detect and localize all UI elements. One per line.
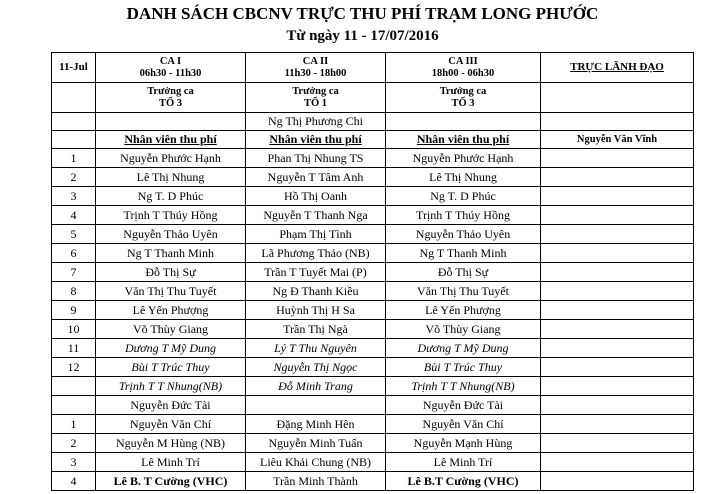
staff-name-shift-2: Đặng Minh Hên [246,415,386,434]
shift-2-header: CA II 11h30 - 18h00 [246,53,386,83]
staff-name-shift-1: Nguyễn Thảo Uyên [96,225,246,244]
table-row [52,472,694,491]
staff-name-shift-2: Đỗ Minh Trang [246,377,386,396]
shift-3-header: CA III 18h00 - 06h30 [386,53,541,83]
staff-name-shift-3: Ng T. D Phúc [386,187,541,206]
table-row [52,320,694,339]
table-row [52,453,694,472]
shift-2-team: Trưởng ca TỔ 1 [246,83,386,113]
staff-name-shift-3: Đỗ Thị Sự [386,263,541,282]
staff-name-shift-3: Lê Yến Phượng [386,301,541,320]
leader-header: TRỰC LÃNH ĐẠO [541,53,694,83]
section-label-2: Nhân viên thu phí [246,131,386,149]
staff-name-shift-1: Đỗ Thị Sự [96,263,246,282]
staff-name-shift-1: Lê Minh Trí [96,453,246,472]
row-number: 4 [52,206,96,225]
staff-name-shift-1: Nguyễn M Hùng (NB) [96,434,246,453]
staff-name-shift-3: Ng T Thanh Minh [386,244,541,263]
row-number: 3 [52,187,96,206]
shift-1-header: CA I 06h30 - 11h30 [96,53,246,83]
page-title: DANH SÁCH CBCNV TRỰC THU PHÍ TRẠM LONG PHƯỚC [126,4,599,23]
staff-name-shift-1: Lê Yến Phượng [96,301,246,320]
table-row [52,339,694,358]
row-number [52,396,96,415]
section-label-3: Nhân viên thu phí [386,131,541,149]
staff-name-shift-1: Nguyễn Văn Chí [96,415,246,434]
date-cell: 11-Jul [52,53,96,83]
table-row [52,168,694,187]
staff-name-shift-2: Trần Minh Thành [246,472,386,491]
staff-name-shift-1: Văn Thị Thu Tuyết [96,282,246,301]
staff-name-shift-3: Nguyễn Thảo Uyên [386,225,541,244]
row-number: 1 [52,149,96,168]
table-row [52,206,694,225]
row-number: 2 [52,434,96,453]
staff-name-shift-2: Ng Đ Thanh Kiều [246,282,386,301]
staff-name-shift-2: Nguyễn Thị Ngọc [246,358,386,377]
table-row [52,434,694,453]
table-row [52,301,694,320]
staff-name-shift-2: Liêu Khải Chung (NB) [246,453,386,472]
staff-name-shift-2: Phạm Thị Tình [246,225,386,244]
section-label-1: Nhân viên thu phí [96,131,246,149]
row-number: 10 [52,320,96,339]
staff-name-shift-3: Nguyễn Văn Chí [386,415,541,434]
staff-name-shift-1: Ng T. D Phúc [96,187,246,206]
staff-name-shift-1: Dương T Mỹ Dung [96,339,246,358]
row-number: 11 [52,339,96,358]
staff-name-shift-1: Lê B. T Cường (VHC) [96,472,246,491]
staff-name-shift-2: Trần Thị Ngà [246,320,386,339]
shift-leader-row [52,83,694,113]
staff-name-shift-1: Trịnh T T Nhung(NB) [96,377,246,396]
staff-name-shift-2: Hồ Thị Oanh [246,187,386,206]
staff-name-shift-2: Nguyễn T Thanh Nga [246,206,386,225]
staff-name-shift-2: Trần T Tuyết Mai (P) [246,263,386,282]
row-number: 5 [52,225,96,244]
staff-name-shift-1: Trịnh T Thúy Hồng [96,206,246,225]
duty-roster-table [51,52,694,491]
staff-name-shift-2: Nguyễn Minh Tuấn [246,434,386,453]
staff-name-shift-3: Bùi T Trúc Thuy [386,358,541,377]
staff-name-shift-3: Võ Thùy Giang [386,320,541,339]
staff-name-shift-3: Nguyễn Mạnh Hùng [386,434,541,453]
staff-name-shift-1: Lê Thị Nhung [96,168,246,187]
staff-name-shift-2 [246,396,386,415]
staff-name-shift-3: Lê Thị Nhung [386,168,541,187]
shift-1-team: Trưởng ca TỔ 3 [96,83,246,113]
section-header-row [52,131,694,149]
table-row [52,225,694,244]
staff-name-shift-3: Dương T Mỹ Dung [386,339,541,358]
leader-name: Nguyễn Văn Vĩnh [541,131,694,149]
row-number: 3 [52,453,96,472]
table-row [52,187,694,206]
staff-name-shift-3: Văn Thị Thu Tuyết [386,282,541,301]
table-row [52,377,694,396]
staff-name-shift-3: Lê B.T Cường (VHC) [386,472,541,491]
staff-name-shift-2: Lã Phương Thảo (NB) [246,244,386,263]
staff-name-shift-2: Nguyễn T Tâm Anh [246,168,386,187]
shift-2-head-name: Ng Thị Phương Chi [246,113,386,131]
row-number: 12 [52,358,96,377]
table-row [52,282,694,301]
table-row [52,396,694,415]
table-row [52,244,694,263]
row-number: 1 [52,415,96,434]
staff-name-shift-3: Trịnh T Thúy Hồng [386,206,541,225]
table-row [52,149,694,168]
staff-name-shift-3: Nguyễn Phước Hạnh [386,149,541,168]
row-number: 9 [52,301,96,320]
staff-name-shift-1: Nguyễn Đức Tài [96,396,246,415]
row-number [52,377,96,396]
table-row [52,358,694,377]
row-number: 8 [52,282,96,301]
table-row [52,263,694,282]
staff-name-shift-2: Lý T Thu Nguyên [246,339,386,358]
staff-name-shift-3: Trịnh T T Nhung(NB) [386,377,541,396]
staff-name-shift-1: Bùi T Trúc Thuy [96,358,246,377]
staff-name-shift-3: Lê Minh Trí [386,453,541,472]
shift-head-row [52,113,694,131]
staff-name-shift-2: Huỳnh Thị H Sa [246,301,386,320]
row-number: 6 [52,244,96,263]
row-number: 7 [52,263,96,282]
staff-name-shift-2: Phan Thị Nhung TS [246,149,386,168]
staff-name-shift-1: Ng T Thanh Minh [96,244,246,263]
page-subtitle: Từ ngày 11 - 17/07/2016 [286,28,439,44]
staff-name-shift-1: Nguyễn Phước Hạnh [96,149,246,168]
row-number: 2 [52,168,96,187]
row-number: 4 [52,472,96,491]
table-row [52,415,694,434]
staff-name-shift-3: Nguyễn Đức Tài [386,396,541,415]
header-row [52,53,694,83]
staff-name-shift-1: Võ Thùy Giang [96,320,246,339]
shift-3-team: Trưởng ca TỔ 3 [386,83,541,113]
